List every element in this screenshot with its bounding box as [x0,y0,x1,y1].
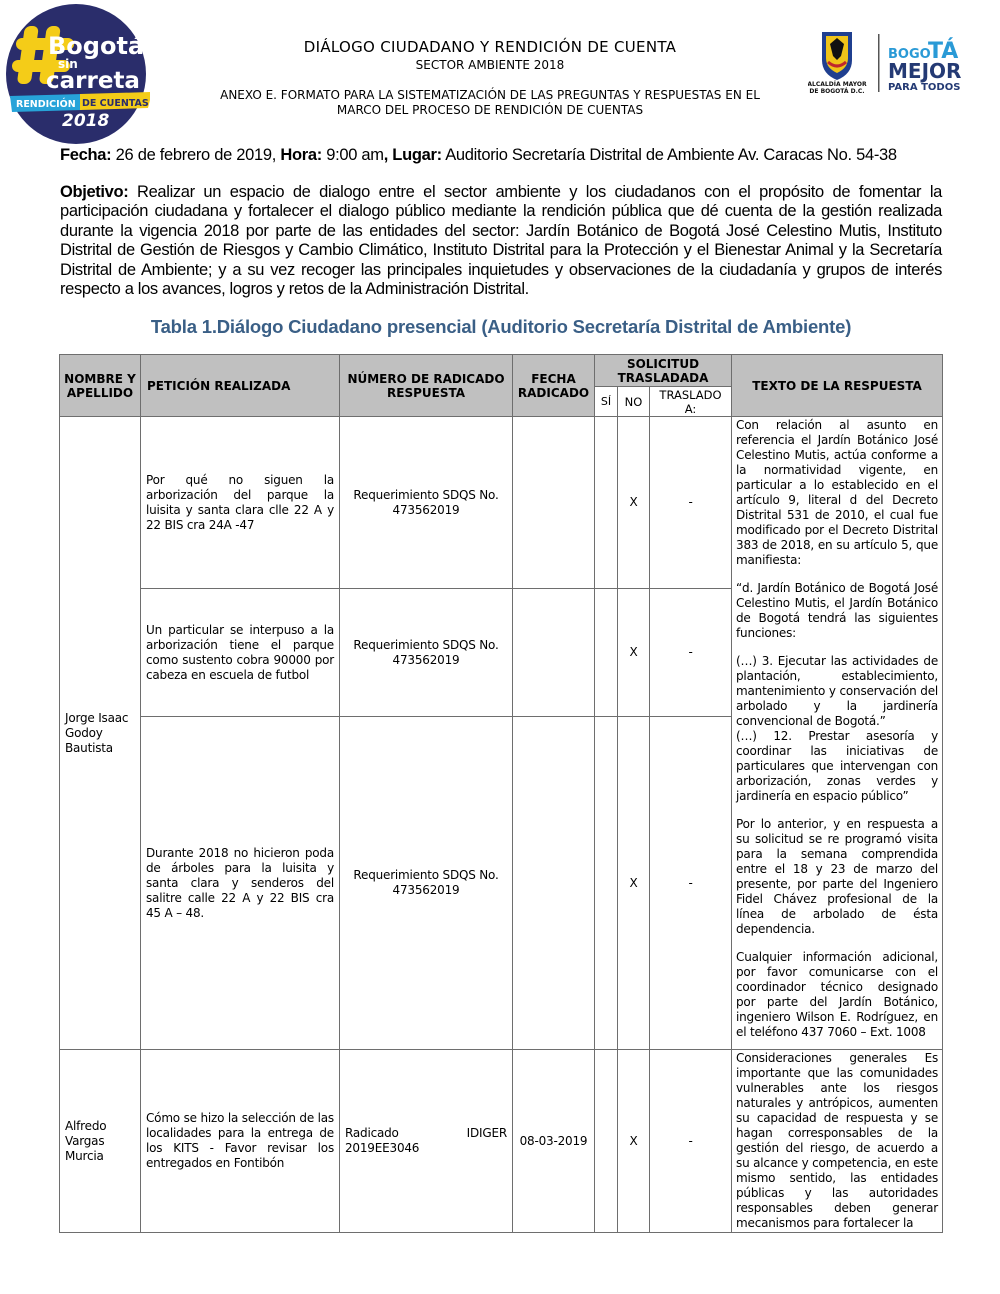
fecha-cell [513,717,595,1050]
bogota-sin-carreta-logo [2,4,150,144]
annex-title [180,88,800,118]
response-paragraph: Cualquier información adicional, por favor comunicarse con el coordinador técnico designado por parte del Jardín Botánico, ingeniero Wilson E. Rodríguez, en el teléfono 437 7060 – Ext. 1008 [736,950,939,1039]
table-row [60,1050,943,1233]
table-row [60,417,943,589]
peticion-cell: Un particular se interpuso a la arborización tiene el parque como sustento cobra 90000 por cabeza en escuela de futbol [141,589,340,717]
traslado-cell: - [650,717,732,1050]
lugar-value: Auditorio Secretaría Distrital de Ambiente Av. Caracas No. 54-38 [441,146,897,164]
person-name: Alfredo Vargas Murcia [60,1050,141,1233]
response-text-cell [732,1050,943,1233]
svg-text:DE BOGOTÁ D.C.: DE BOGOTÁ D.C. [809,88,865,95]
svg-text:carreta: carreta [46,68,140,94]
header-texto: TEXTO DE LA RESPUESTA [732,355,943,417]
response-paragraph: Con relación al asunto en referencia el Jardín Botánico José Celestino Mutis, actúa conforme a la normatividad vigente, en particular a lo establecido en el artículo 9, literal d del Decreto Distrital 531 de 2010, el cual fue modificado por el Decreto Distrital 383 de 2018, en su artículo 5, que manifiesta: [736,418,939,567]
fecha-cell [513,417,595,589]
hora-label: Hora: [280,146,322,164]
header-si: SÍ [595,387,618,417]
header-solicitud: SOLICITUD TRASLADADA [595,355,732,387]
response-paragraph: (…) 12. Prestar asesoría y coordinar las iniciativas de particulares que intervengan con arborización, zonas verdes y jardinería en espacio público” [736,729,939,803]
traslado-cell: - [650,417,732,589]
peticion-cell: Cómo se hizo la selección de las localidades para la entrega de los KITS - Favor revisar los entregados en Fontibón [141,1050,340,1233]
table-caption: Tabla 1.Diálogo Ciudadano presencial (Auditorio Secretaría Distrital de Ambiente) [150,316,852,337]
svg-text:RENDICIÓN: RENDICIÓN [16,99,76,110]
hora-value: 9:00 am [321,146,384,164]
radicado-cell: Requerimiento SDQS No. 473562019 [340,589,513,717]
objective-paragraph [60,183,942,299]
no-cell: X [618,589,650,717]
objective-label: Objetivo: [60,183,129,201]
radicado-cell [340,1050,513,1233]
radicado-label: Radicado [345,1126,399,1140]
annex-line-2: MARCO DEL PROCESO DE RENDICIÓN DE CUENTAS [336,103,644,117]
si-cell [595,589,618,717]
no-cell: X [618,417,650,589]
radicado-entity: IDIGER [466,1126,507,1140]
fecha-cell: 08-03-2019 [513,1050,595,1233]
svg-text:MEJOR: MEJOR [888,59,962,83]
svg-text:DE CUENTAS: DE CUENTAS [82,98,149,109]
header-radicado: NÚMERO DE RADICADO RESPUESTA [340,355,513,417]
svg-text:TÁ: TÁ [928,39,959,64]
svg-text:2018: 2018 [62,111,110,131]
si-cell [595,417,618,589]
header-peticion: PETICIÓN REALIZADA [141,355,340,417]
si-cell [595,1050,618,1233]
objective-text: Realizar un espacio de dialogo entre el sector ambiente y los ciudadanos con el propósito de fomentar la participación ciudadana y fortalecer el dialogo público mediante la rendición pública que dé cuenta de la gestión realizada durante la vigencia 2018 por parte de las entidades del sector: Jardín Botánico de Bogotá José Celestino Mutis, Instituto Distrital de Gestión de Riesgos y Cambio Climático, Instituto Distrital para la Protección y el Bienestar Animal y la Secretaría Distrital de Ambiente; y a su vez recoger las principales inquietudes y observaciones de la ciudadanía y grupos de interés respecto a los avances, logros y retos de la Administración Distrital. [60,183,942,299]
meeting-info [60,146,950,165]
peticion-cell: Durante 2018 no hicieron poda de árboles para la luisita y santa clara y senderos del salitre calle 22 A y 22 BIS cra 45 A – 48. [141,717,340,1050]
fecha-label: Fecha: [60,146,112,164]
svg-text:ALCALDÍA MAYOR: ALCALDÍA MAYOR [808,81,867,88]
questions-answers-table [59,354,943,1233]
response-text-cell [732,417,943,1050]
person-name: Jorge Isaac Godoy Bautista [60,417,141,1050]
fecha-cell [513,589,595,717]
traslado-cell: - [650,589,732,717]
svg-text:sin: sin [58,57,78,71]
response-paragraph: “d. Jardín Botánico de Bogotá José Celestino Mutis, el Jardín Botánico de Bogotá tendrá las siguientes funciones: [736,581,939,640]
alcaldia-bogota-logo [808,28,978,98]
header-nombre: NOMBRE Y APELLIDO [60,355,141,417]
document-title: DIÁLOGO CIUDADANO Y RENDICIÓN DE CUENTA [303,38,677,56]
header-fecha: FECHA RADICADO [513,355,595,417]
radicado-cell: Requerimiento SDQS No. 473562019 [340,717,513,1050]
traslado-cell: - [650,1050,732,1233]
lugar-label: , Lugar: [383,146,442,164]
svg-text:PARA TODOS: PARA TODOS [888,82,961,93]
document-subtitle: SECTOR AMBIENTE 2018 [415,58,565,72]
radicado-cell: Requerimiento SDQS No. 473562019 [340,417,513,589]
coat-of-arms-icon [822,32,852,80]
response-paragraph: Por lo anterior, y en respuesta a su solicitud se re programó visita para la semana comprendida entre el 18 y 23 de marzo del presente, por parte del Ingeniero Fidel Chávez profesional de la línea de arbolado de ésta dependencia. [736,817,939,936]
svg-text:Bogotá: Bogotá [48,32,145,60]
annex-line-1: ANEXO E. FORMATO PARA LA SISTEMATIZACIÓN DE LAS PREGUNTAS Y RESPUESTAS EN EL [220,88,760,102]
response-paragraph: (…) 3. Ejecutar las actividades de plantación, establecimiento, mantenimiento y conservación del arbolado y la jardinería convencional de Bogotá.” [736,654,939,728]
no-cell: X [618,717,650,1050]
header-no: NO [618,387,650,417]
header-traslado: TRASLADO A: [650,387,732,417]
no-cell: X [618,1050,650,1233]
svg-text:BOGO: BOGO [888,47,931,62]
radicado-number: 2019EE3046 [345,1141,420,1155]
fecha-value: 26 de febrero de 2019, [111,146,281,164]
si-cell [595,717,618,1050]
response-paragraph: Consideraciones generales Es importante que las comunidades vulnerables ante los riesgos naturales y antrópicos, aumenten su capacidad de respuesta y se hagan corresponsables de la gestión del riesgo, de acuerdo a su alcance y competencia, en este mismo sentido, las entidades públicas y las autoridades responsables deben generar mecanismos para fortalecer la [736,1051,939,1230]
peticion-cell: Por qué no siguen la arborización del parque la luisita y santa clara clle 22 A y 22 BIS cra 24A -47 [141,417,340,589]
